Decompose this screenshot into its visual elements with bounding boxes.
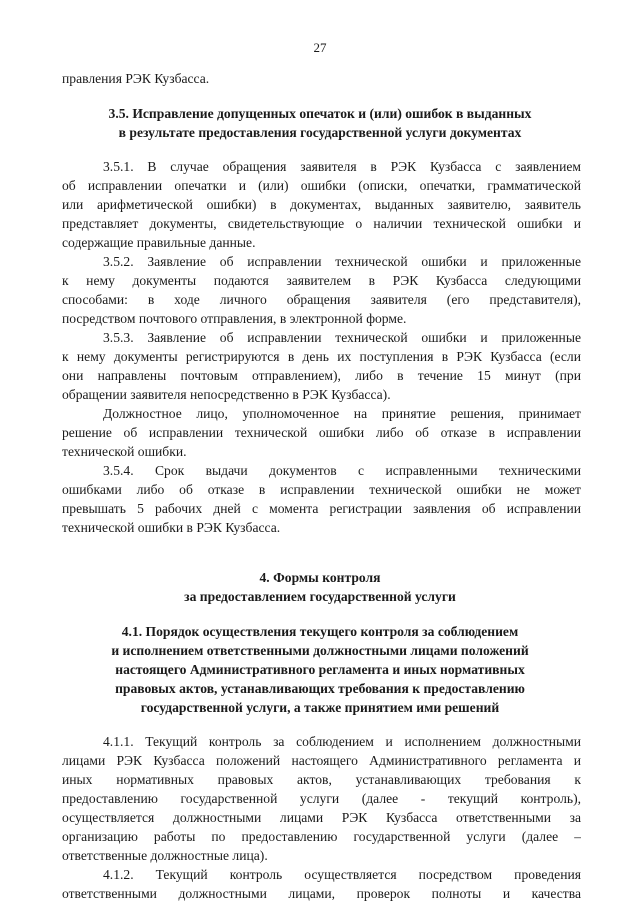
- paragraph-3-5-2-line: 3.5.2. Заявление об исправлении технической ошибки и приложенные: [103, 254, 581, 269]
- paragraph-3-5-1-line: об исправлении опечатки и (или) ошибки (описки, опечатки, грамматической: [62, 178, 581, 193]
- paragraph-3-5-3-line: к нему документы регистрируются в день их поступления в РЭК Кузбасса (если: [62, 349, 581, 364]
- subsection-4-1-heading-line: государственной услуги, а также принятием ими решений: [140, 700, 500, 715]
- paragraph-3-5-4-line: превышать 5 рабочих дней с момента регистрации заявления об исправлении: [62, 501, 581, 516]
- paragraph-3-5-3-line: они направлены почтовым отправлением), либо в течение 15 минут (при: [62, 368, 581, 383]
- paragraph-3-5-4-line: 3.5.4. Срок выдачи документов с исправленными техническими: [103, 463, 581, 478]
- paragraph-official-line: технической ошибки.: [62, 444, 187, 459]
- paragraph-3-5-4-line: технической ошибки в РЭК Кузбасса.: [62, 520, 281, 535]
- paragraph-4-1-2-line: ответственными должностными лицами, проверок полноты и качества: [62, 886, 581, 901]
- paragraph-4-1-2-line: 4.1.2. Текущий контроль осуществляется посредством проведения: [103, 867, 581, 882]
- paragraph-4-1-1-line: организацию работы по предоставлению государственной услуги (далее –: [62, 829, 581, 844]
- paragraph-3-5-2-line: к нему документы подаются заявителем в РЭК Кузбасса следующими: [62, 273, 581, 288]
- subsection-4-1-heading-line: правовых актов, устанавливающих требования к предоставлению: [115, 681, 525, 696]
- paragraph-3-5-1-line: представляет документы, свидетельствующие о наличии технической ошибки и: [62, 216, 581, 231]
- paragraph-3-5-1-line: 3.5.1. В случае обращения заявителя в РЭК Кузбасса с заявлением: [103, 159, 581, 174]
- paragraph-official-line: Должностное лицо, уполномоченное на принятие решения, принимает: [103, 406, 581, 421]
- paragraph-3-5-4-line: ошибками либо об отказе в исправлении технической ошибки не может: [62, 482, 581, 497]
- subsection-4-1-heading-line: 4.1. Порядок осуществления текущего контроля за соблюдением: [121, 624, 519, 639]
- paragraph-4-1-1-line: ответственные должностные лица).: [62, 848, 268, 863]
- paragraph-4-1-1-line: предоставлению государственной услуги (далее - текущий контроль),: [62, 791, 581, 806]
- section-3-5-heading-line-2: в результате предоставления государственной услуги документах: [118, 125, 522, 140]
- section-3-5-heading-line-1: 3.5. Исправление допущенных опечаток и (или) ошибок в выданных: [108, 106, 532, 121]
- intro-line: правления РЭК Кузбасса.: [62, 71, 210, 86]
- paragraph-3-5-2-line: способами: в ходе личного обращения заявителя (его представителя),: [62, 292, 581, 307]
- subsection-4-1-heading-line: и исполнением ответственными должностными лицами положений: [111, 643, 529, 658]
- paragraph-3-5-1-line: или арифметической ошибки) в документах, выданных заявителю, заявитель: [62, 197, 581, 212]
- page-number: 27: [313, 40, 327, 55]
- subsection-4-1-heading-line: настоящего Административного регламента и иных нормативных: [115, 662, 525, 677]
- paragraph-4-1-1-line: осуществляется должностными лицами РЭК Кузбасса ответственными за: [62, 810, 581, 825]
- paragraph-official-line: решение об исправлении технической ошибки либо об отказе в исправлении: [62, 425, 581, 440]
- paragraph-3-5-3-line: 3.5.3. Заявление об исправлении технической ошибки и приложенные: [103, 330, 581, 345]
- section-4-heading-line-1: 4. Формы контроля: [259, 570, 381, 585]
- paragraph-3-5-2-line: посредством почтового отправления, в электронной форме.: [62, 311, 407, 326]
- section-4-heading-line-2: за предоставлением государственной услуги: [184, 589, 456, 604]
- paragraph-4-1-1-line: 4.1.1. Текущий контроль за соблюдением и исполнением должностными: [103, 734, 581, 749]
- paragraph-4-1-1-line: лицами РЭК Кузбасса положений настоящего Административного регламента и: [62, 753, 581, 768]
- paragraph-3-5-3-line: обращении заявителя непосредственно в РЭК Кузбасса).: [62, 387, 391, 402]
- paragraph-3-5-1-line: содержащие правильные данные.: [62, 235, 256, 250]
- paragraph-4-1-1-line: иных нормативных правовых актов, устанавливающих требования к: [62, 772, 581, 787]
